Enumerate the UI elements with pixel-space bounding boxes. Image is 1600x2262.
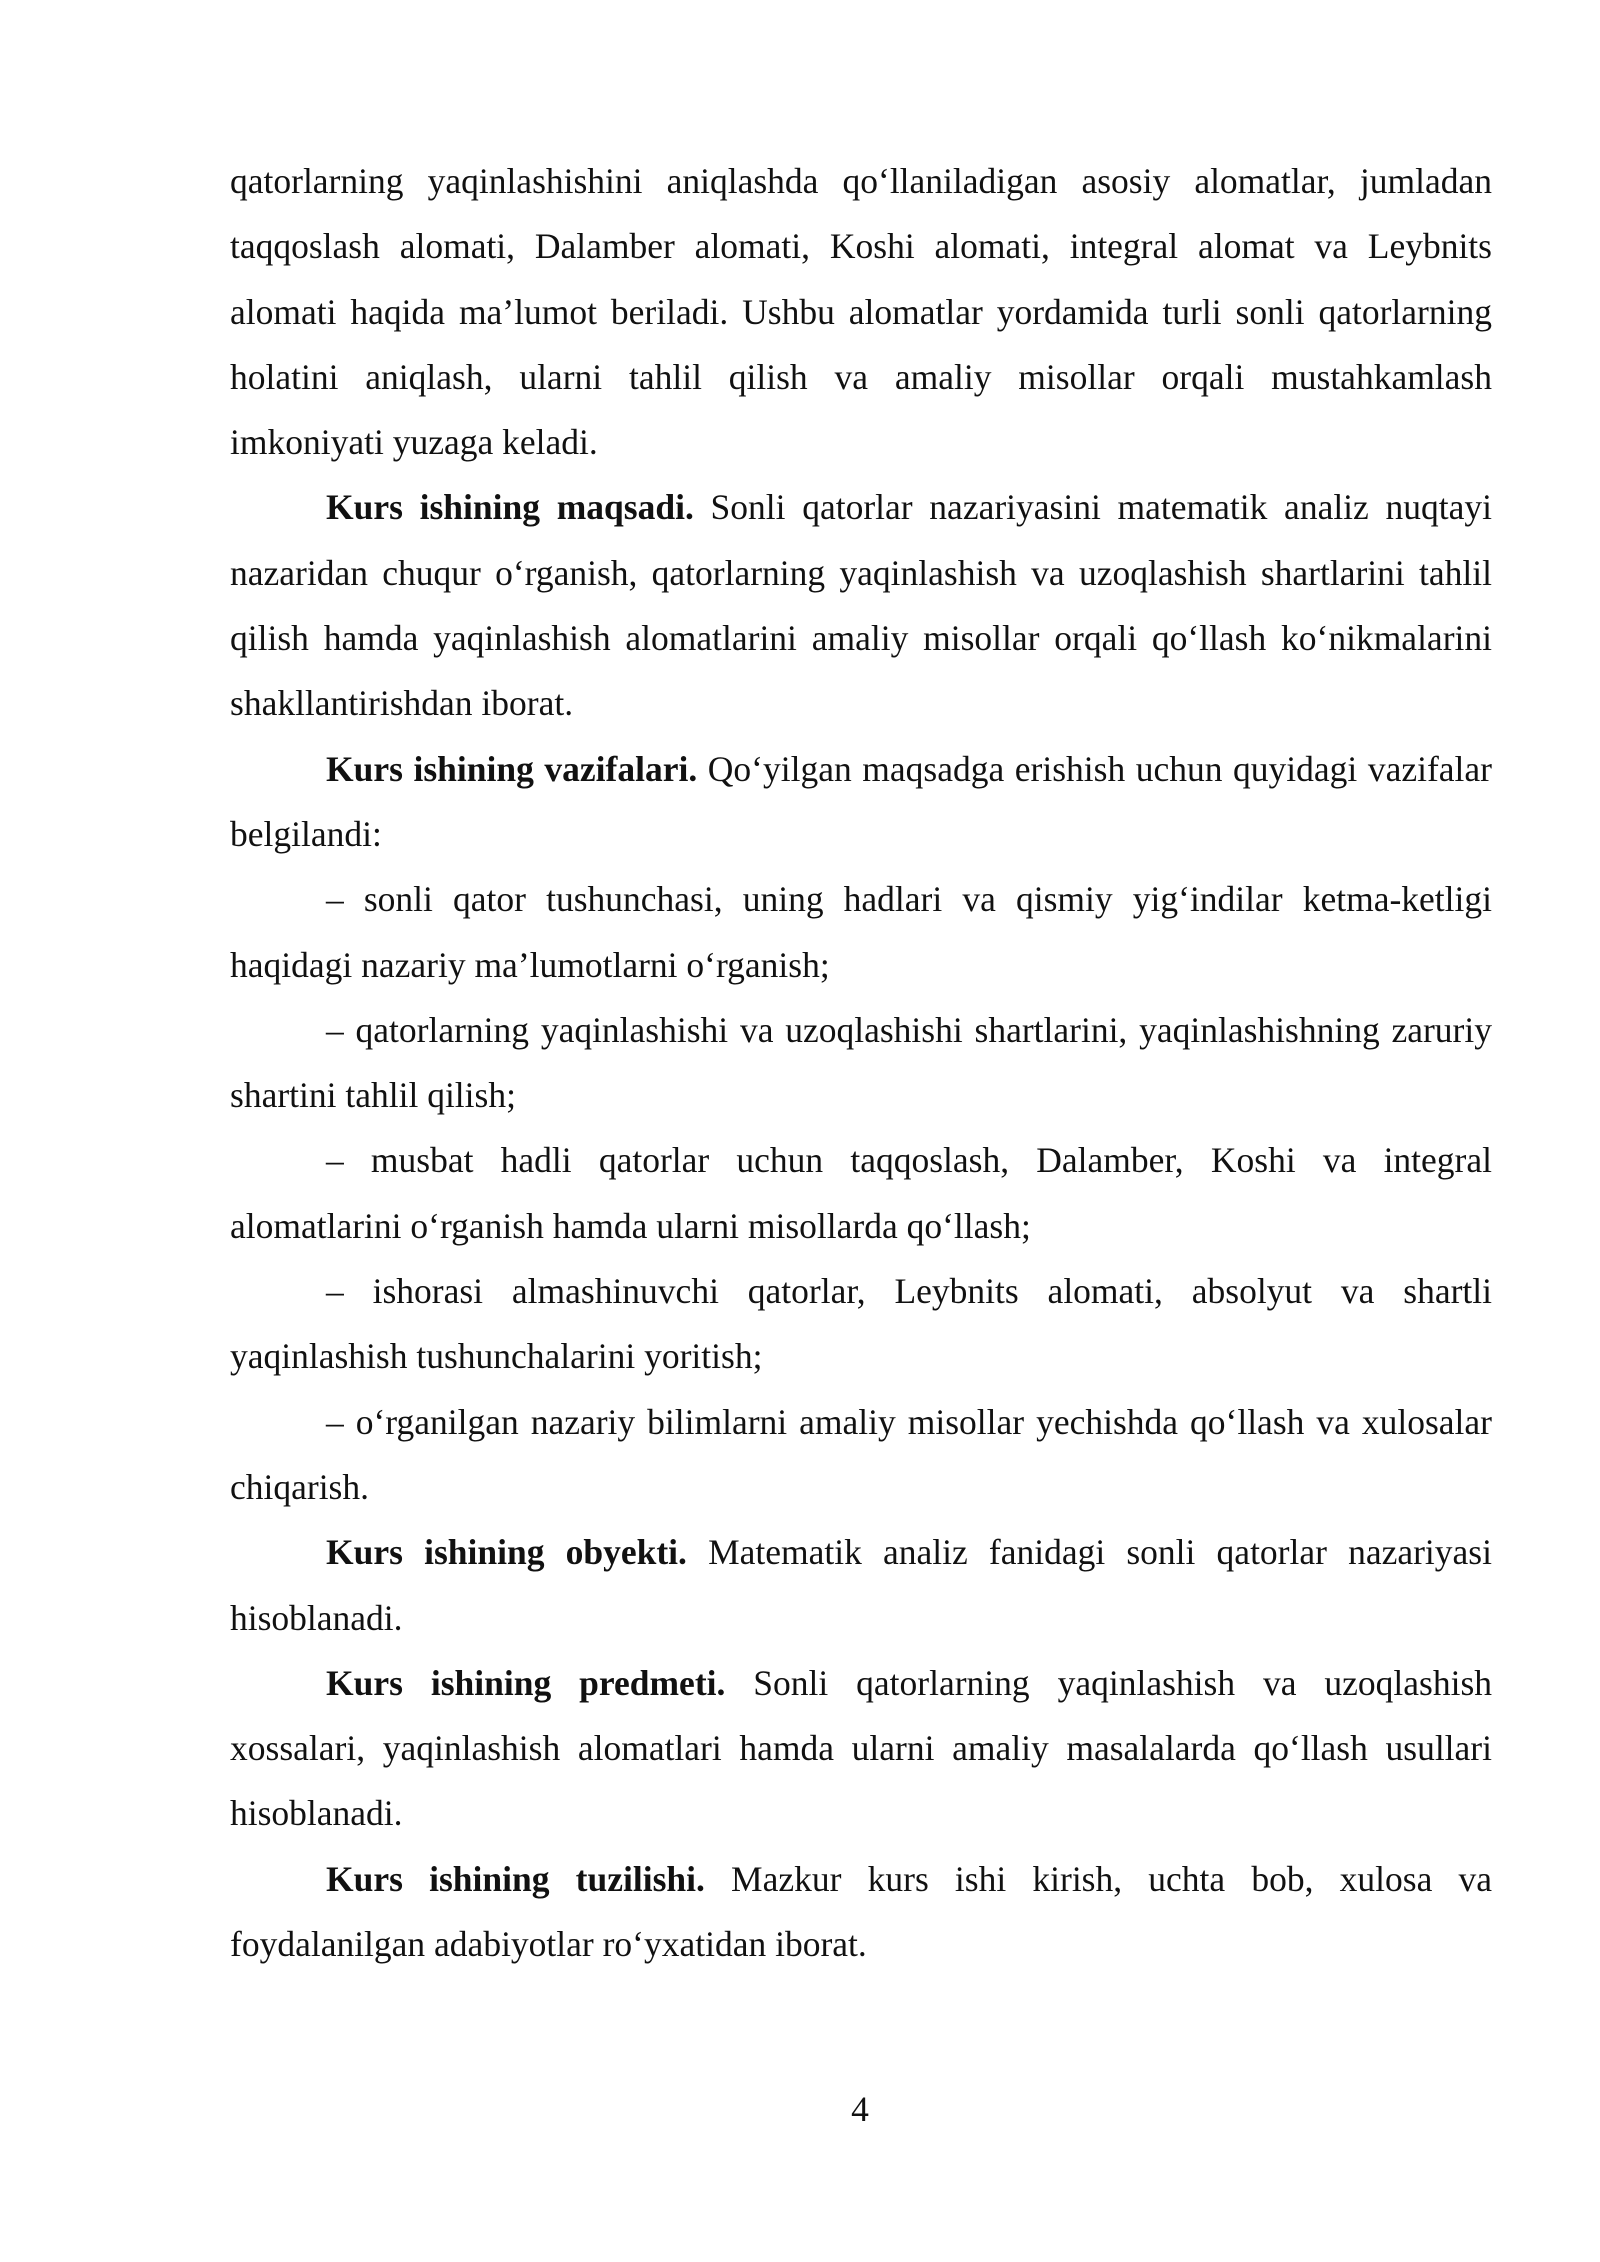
goal-text: Sonli qatorlar nazariyasini matematik analiz nuqtayi nazaridan chuqur o‘rganish, qatorlarning yaqinlashish va uzoqlashish shartlarini tahlil qilish hamda yaqinlashish alomatlarini amaliy misollar orqali qo‘llash ko‘nikmalarini shakllantirishdan iborat.	[230, 487, 1492, 724]
task-item: – qatorlarning yaqinlashishi va uzoqlashishi shartlarini, yaqinlashishning zaruriy shartini tahlil qilish;	[230, 1009, 1492, 1116]
document-body	[230, 149, 1492, 1977]
subject-paragraph	[230, 1651, 1492, 1847]
subject-label: Kurs ishining predmeti.	[326, 1662, 726, 1703]
structure-text: Mazkur kurs ishi kirish, uchta bob, xulosa va foydalanilgan adabiyotlar ro‘yxatidan iborat.	[230, 1858, 1492, 1965]
structure-paragraph	[230, 1847, 1492, 1978]
object-text: Matematik analiz fanidagi sonli qatorlar nazariyasi hisoblanadi.	[230, 1532, 1492, 1638]
tasks-paragraph	[230, 737, 1492, 868]
tasks-label: Kurs ishining vazifalari.	[326, 748, 698, 789]
structure-label: Kurs ishining tuzilishi.	[326, 1858, 705, 1899]
task-item: – sonli qator tushunchasi, uning hadlari va qismiy yig‘indilar ketma-ketligi haqidagi nazariy ma’lumotlarni o‘rganish;	[230, 879, 1492, 985]
object-paragraph	[230, 1520, 1492, 1651]
page-number: 4	[851, 2089, 869, 2129]
object-label: Kurs ishining obyekti.	[326, 1532, 687, 1573]
task-item: – ishorasi almashinuvchi qatorlar, Leybnits alomati, absolyut va shartli yaqinlashish tushunchalarini yoritish;	[230, 1271, 1492, 1377]
subject-text: Sonli qatorlarning yaqinlashish va uzoqlashish xossalari, yaqinlashish alomatlari hamda ularni amaliy masalalarda qo‘llash usullari hisoblanadi.	[230, 1662, 1493, 1834]
goal-paragraph	[230, 475, 1492, 736]
tasks-text: Qo‘yilgan maqsadga erishish uchun quyidagi vazifalar belgilandi:	[230, 748, 1492, 854]
intro-paragraph: qatorlarning yaqinlashishini aniqlashda qo‘llaniladigan asosiy alomatlar, jumladan taqqoslash alomati, Dalamber alomati, Koshi alomati, integral alomat va Leybnits alomati haqida ma’lumot beriladi. Ushbu alomatlar yordamida turli sonli qatorlarning holatini aniqlash, ularni tahlil qilish va amaliy misollar orqali mustahkamlash imkoniyati yuzaga keladi.	[230, 161, 1492, 463]
task-item: – o‘rganilgan nazariy bilimlarni amaliy misollar yechishda qo‘llash va xulosalar chiqarish.	[230, 1401, 1492, 1507]
goal-label: Kurs ishining maqsadi.	[326, 487, 694, 528]
task-item: – musbat hadli qatorlar uchun taqqoslash, Dalamber, Koshi va integral alomatlarini o‘rganish hamda ularni misollarda qo‘llash;	[230, 1140, 1492, 1246]
